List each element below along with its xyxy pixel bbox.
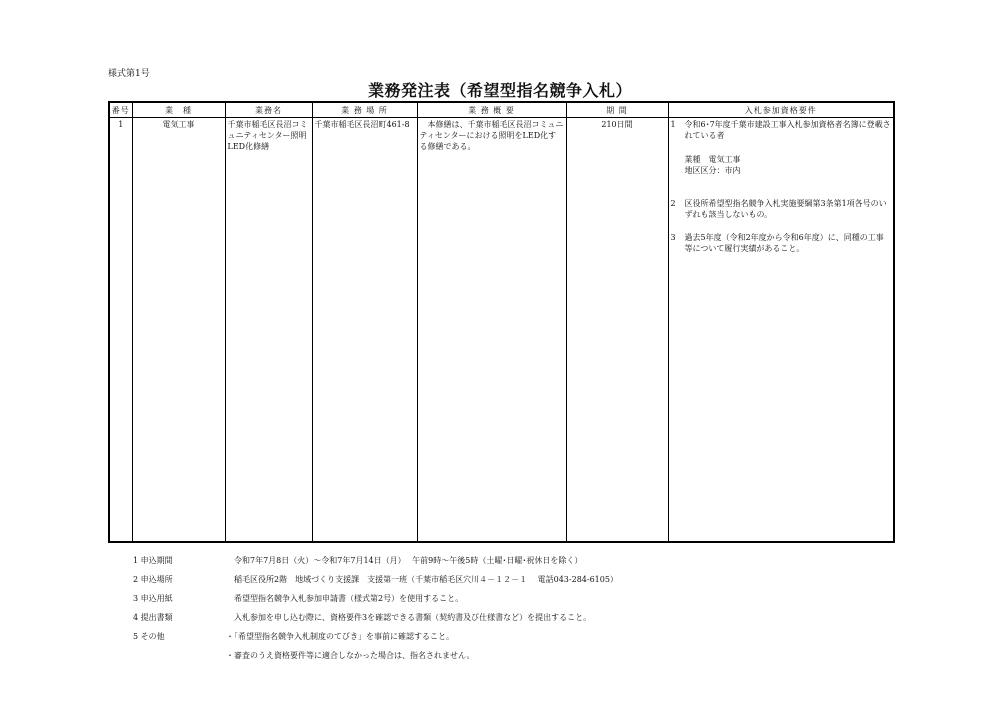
- row-number: 1: [109, 118, 132, 543]
- row-location: 千葉市稲毛区長沼町461-8: [312, 118, 417, 543]
- header-period: 期 間: [566, 102, 668, 118]
- requirement-1-text: 令和6･7年度千葉市建設工事入札参加資格者名簿に登載されている者: [684, 120, 891, 140]
- order-table: [108, 101, 895, 543]
- table-row: [109, 118, 894, 543]
- page-title: 業務発注表（希望型指名競争入札）: [367, 81, 632, 100]
- note-1-label: 1 申込期間: [133, 556, 173, 565]
- header-number: 番号: [109, 102, 132, 118]
- note-5-label: 5 その他: [133, 632, 165, 641]
- note-1-text: 令和7年7月8日（火）～令和7年7月14日（月） 午前9時～午後5時（土曜･日曜･祝休日を除く）: [234, 556, 583, 565]
- header-location: 業 務 場 所: [312, 102, 417, 118]
- requirement-2-text: 区役所希望型指名競争入札実施要綱第3条第1項各号のいずれも該当しないもの。: [684, 199, 887, 219]
- requirement-2-number: 2: [670, 199, 676, 208]
- note-4-text: 入札参加を申し込む際に、資格要件3を確認できる書類（契約書及び仕様書など）を提出すること。: [234, 613, 592, 622]
- header-category: 業 種: [132, 102, 225, 118]
- requirement-1-district: 地区区分：市内: [684, 166, 741, 175]
- note-4-label: 4 提出書類: [133, 613, 173, 622]
- note-3-label: 3 申込用紙: [133, 594, 173, 603]
- row-summary: 本修繕は、千葉市稲毛区長沼コミュニティセンターにおける照明をLED化する修繕である。: [417, 118, 566, 543]
- table-header-row: [109, 102, 894, 118]
- requirement-1-industry: 業種 電気工事: [684, 155, 741, 164]
- requirement-1: [671, 119, 892, 141]
- row-requirements: [668, 118, 894, 543]
- requirement-2: [671, 198, 892, 220]
- note-5-text-1: ・「希望型指名競争入札制度のてびき」を事前に確認すること。: [226, 632, 454, 641]
- note-2-text: 稲毛区役所2階 地域づくり支援課 支援第一班（千葉市稲毛区穴川４－１２－１ 電話043-284-6105）: [234, 575, 618, 584]
- note-2-label: 2 申込場所: [133, 575, 173, 584]
- requirement-1-number: 1: [670, 120, 676, 129]
- note-3-text: 希望型指名競争入札参加申請書（様式第2号）を使用すること。: [234, 594, 464, 603]
- row-category: 電気工事: [132, 118, 225, 543]
- row-name: 千葉市稲毛区長沼コミュニティセンター照明LED化修繕: [225, 118, 312, 543]
- requirement-3-text: 過去5年度（令和2年度から令和6年度）に、同種の工事等について履行実績があること。: [684, 233, 884, 253]
- header-requirements: 入札参加資格要件: [668, 102, 894, 118]
- requirement-3: [671, 232, 892, 254]
- header-summary: 業 務 概 要: [417, 102, 566, 118]
- form-number: 様式第1号: [108, 69, 150, 79]
- header-name: 業務名: [225, 102, 312, 118]
- requirement-3-number: 3: [670, 233, 676, 242]
- note-5-text-2: ・審査のうえ資格要件等に適合しなかった場合は、指名されません。: [226, 651, 475, 660]
- row-period: 210日間: [566, 118, 668, 543]
